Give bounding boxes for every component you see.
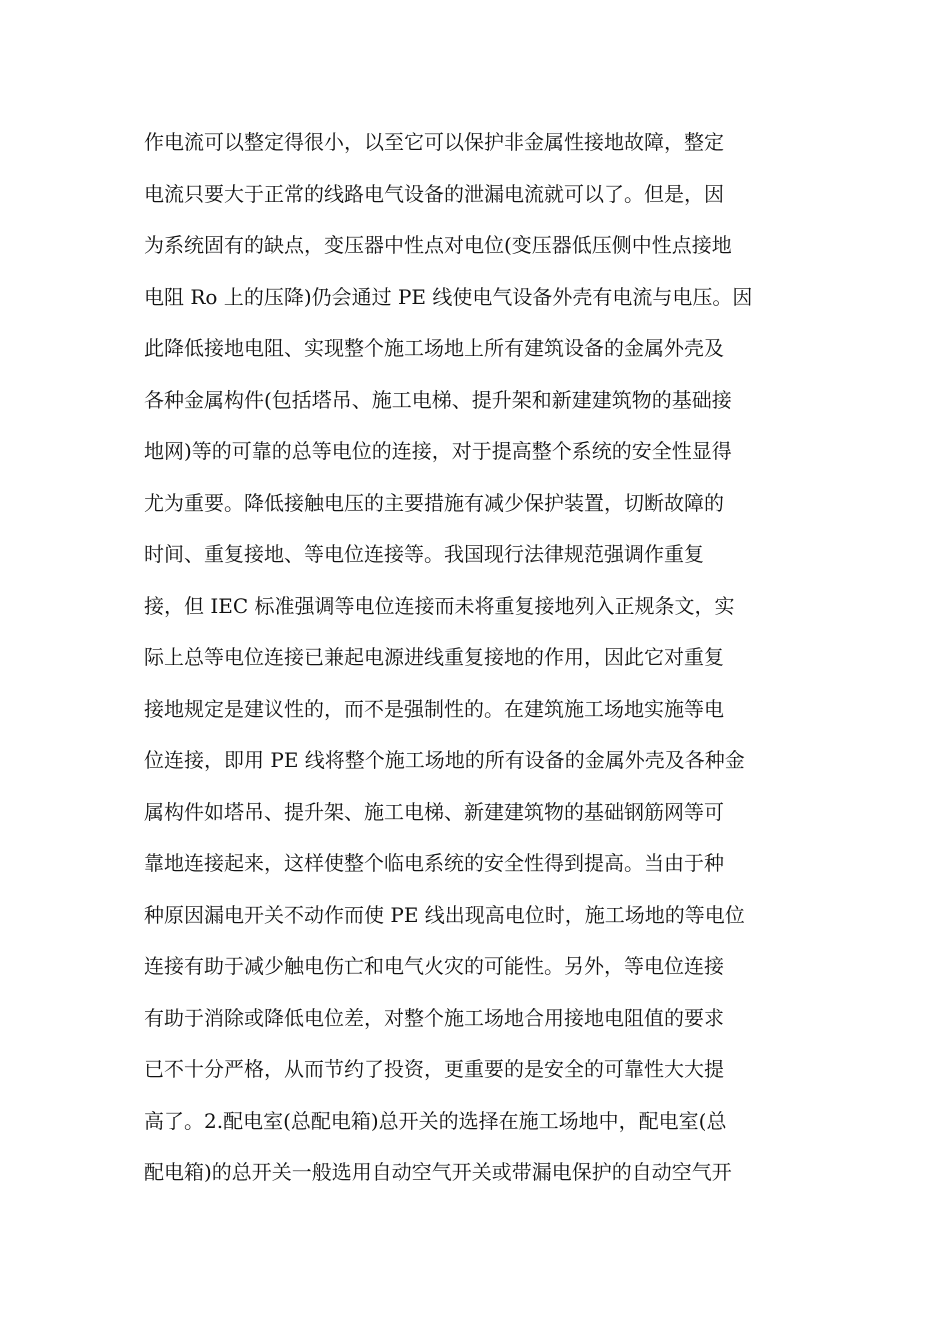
body-text xyxy=(144,117,824,1199)
text-line: 时间、重复接地、等电位连接等。我国现行法律规范强调作重复 xyxy=(144,542,704,566)
text-line: 种原因漏电开关不动作而使 PE 线出现高电位时，施工场地的等电位 xyxy=(144,902,745,927)
text-line: 尤为重要。降低接触电压的主要措施有减少保护装置，切断故障的 xyxy=(144,490,724,515)
text-line: 地网)等的可靠的总等电位的连接，对于提高整个系统的安全性显得 xyxy=(144,439,732,463)
text-line: 连接有助于减少触电伤亡和电气火灾的可能性。另外，等电位连接 xyxy=(144,954,724,978)
text-line: 各种金属构件(包括塔吊、施工电梯、提升架和新建建筑物的基础接 xyxy=(144,387,732,412)
text-line: 电阻 Ro 上的压降)仍会通过 PE 线使电气设备外壳有电流与电压。因 xyxy=(144,284,753,309)
text-line: 属构件如塔吊、提升架、施工电梯、新建建筑物的基础钢筋网等可 xyxy=(144,799,724,824)
text-line: 作电流可以整定得很小，以至它可以保护非金属性接地故障，整定 xyxy=(144,130,724,154)
text-line: 有助于消除或降低电位差，对整个施工场地合用接地电阻值的要求 xyxy=(144,1005,724,1030)
text-line: 位连接，即用 PE 线将整个施工场地的所有设备的金属外壳及各种金 xyxy=(144,748,745,772)
text-line: 为系统固有的缺点，变压器中性点对电位(变压器低压侧中性点接地 xyxy=(144,233,732,257)
text-line: 际上总等电位连接已兼起电源进线重复接地的作用，因此它对重复 xyxy=(144,645,724,669)
text-line: 配电箱)的总开关一般选用自动空气开关或带漏电保护的自动空气开 xyxy=(144,1160,732,1184)
text-line: 电流只要大于正常的线路电气设备的泄漏电流就可以了。但是，因 xyxy=(144,181,724,206)
text-line: 靠地连接起来，这样使整个临电系统的安全性得到提高。当由于种 xyxy=(144,851,724,875)
text-line: 此降低接地电阻、实现整个施工场地上所有建筑设备的金属外壳及 xyxy=(144,336,724,360)
text-line: 接，但 IEC 标准强调等电位连接而未将重复接地列入正规条文，实 xyxy=(144,593,735,618)
text-line: 已不十分严格，从而节约了投资，更重要的是安全的可靠性大大提 xyxy=(144,1057,724,1081)
text-line: 接地规定是建议性的，而不是强制性的。在建筑施工场地实施等电 xyxy=(144,696,724,721)
text-line: 高了。2.配电室(总配电箱)总开关的选择在施工场地中，配电室(总 xyxy=(144,1108,727,1133)
